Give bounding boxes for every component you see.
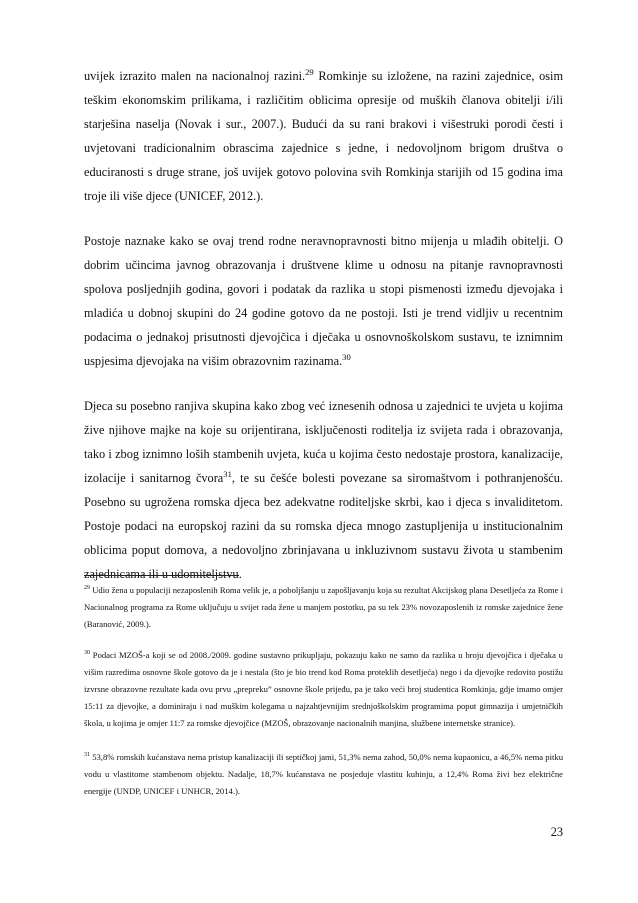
page-number: 23 <box>550 825 563 839</box>
footnote-text: Udio žena u populaciji nezaposlenih Roma velik je, a poboljšanju u zapošljavanju koja su rezultat Akcijskog plana Desetljeća za Rome i Nacionalnog programa za Rome uključuju u svijet rada žene u manjem postotku, pa su tek 23% novozaposlenih iz romske zajednice žene (Baranović, 2009.). <box>84 585 563 630</box>
footnote-text: 53,8% romskih kućanstava nema pristup kanalizaciji ili septičkoj jami, 51,3% nema zahod, 50,0% nema kupaonicu, a 46,5% nema pitku vodu u vlastitome stambenom objektu. Nadalje, 18,7% kućanstava ne posjeduje vlastitu kuhinju, a 12,4% Roma živi bez električne energije (UNDP, UNICEF i UNHCR, 2014.). <box>84 751 563 797</box>
paragraph <box>84 394 563 586</box>
footnotes <box>84 582 563 816</box>
paragraph-text: Postoje naznake kako se ovaj trend rodne neravnopravnosti bitno mijenja u mlađih obitelji. O dobrim učincima javnog obrazovanja i društvene klime u odnosu na pitanje ravnopravnosti spolova posljednjih godina, govori i podatak da razlika u stopi pismenosti između djevojaka i mladića u dobnoj skupini do 24 godine gotovo da ne postoji. Isti je trend vidljiv u recentnim podacima o jednakoj prisutnosti djevojčica i dječaka u osnovnoškolskom sustavu, te iznimnim uspjesima djevojaka na višim obrazovnim razinama. <box>84 234 563 368</box>
footnote-ref: 30 <box>342 351 351 362</box>
footnote-separator <box>84 575 239 576</box>
footnote-number: 31 <box>84 751 91 758</box>
footnote-ref: 31 <box>223 468 232 479</box>
paragraph-text: , te su češće bolesti povezane sa siromaštvom i pothranjenošću. Posebno su ugrožena romska djeca bez adekvatne roditeljske skrbi, kao i djeca s invaliditetom. Postoje podaci na europskoj razini da su romska djeca mnogo zastupljenija u institucionalnim oblicima poput domova, a nedovoljno zbrinjavana u inkluzivnom sustavu života u stambenim zajednicama ili u udomiteljstvu. <box>84 471 563 581</box>
paragraph-text: uvijek izrazito malen na nacionalnoj razini. <box>84 69 306 83</box>
paragraph <box>84 64 563 208</box>
footnote <box>84 582 563 634</box>
footnote <box>84 647 563 733</box>
paragraph <box>84 229 563 373</box>
footnote-ref: 29 <box>305 66 314 77</box>
footnote-text: Podaci MZOŠ-a koji se od 2008./2009. godine sustavno prikupljaju, pokazuju kako ne samo da razlika u broju djevojčica i dječaka u višim razredima osnovne škole gotovo da je i nestala (što je bio trend kod Roma proteklih desetljeća) nego i da djevojke redovito postižu izvrsne obrazovne rezultate kada ovu prvu „prepreku” osnovne škole prijeđu, pa je tako veći broj studentica Romkinja, gdje imamo omjer 15:11 za djevojke, a dominiraju i nad muškim kolegama u najzahtjevnijim srednjoškolskim programima poput gimnazija i umjetničkih škola, u kojima je omjer 11:7 za romske djevojčice (MZOŠ, obrazovanje nacionalnih manjina, službene internetske stranice). <box>84 649 563 729</box>
footnote-number: 29 <box>84 585 91 592</box>
paragraph-text: Romkinje su izložene, na razini zajednice, osim teškim ekonomskim prilikama, i različitim oblicima opresije od muških članova obitelji i/ili starješina naselja (Novak i sur., 2007.). Budući da su rani brakovi i višestruki porodi česti i uvjetovani tradicionalnim obrascima zajednice s jedne, i nedovoljnom brigom društva o educiranosti s druge strane, još uvijek gotovo polovina svih Romkinja starijih od 15 godina ima troje ili više djece (UNICEF, 2012.). <box>84 69 564 203</box>
footnote-number: 30 <box>84 649 91 656</box>
paragraph-text: Djeca su posebno ranjiva skupina kako zbog već iznesenih odnosa u zajednici te uvjeta u kojima žive njihove majke na koje su orijentirana, isključenosti roditelja iz svijeta rada i obrazovanja, tako i zbog iznimno loših stambenih uvjeta, kuća u kojima često nedostaje prostora, kanalizacije, izolacije i sanitarnog čvora <box>84 399 563 485</box>
main-text <box>84 64 563 607</box>
footnote <box>84 749 563 801</box>
